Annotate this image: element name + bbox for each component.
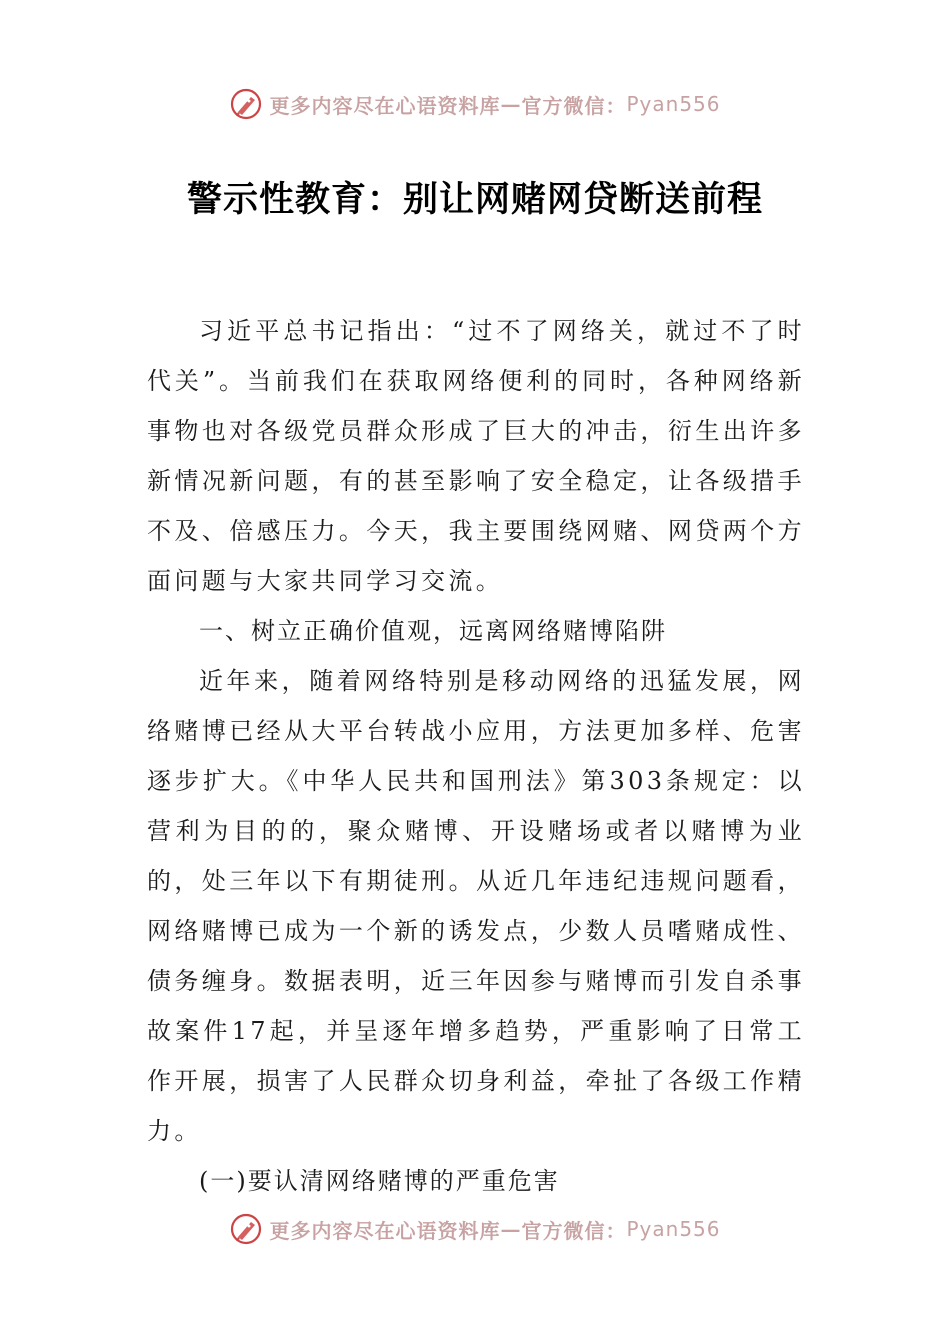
header-watermark bbox=[0, 84, 950, 124]
watermark-site-text: 更多内容尽在心语资料库 bbox=[269, 1218, 501, 1243]
paragraph-gambling: 近年来，随着网络特别是移动网络的迅猛发展，网络赌博已经从大平台转战小应用，方法更加多样、危害逐步扩大。《中华人民共和国刑法》第303条规定：以营利为目的的，聚众赌博、开设赌场或者以赌博为业的，处三年以下有期徒刑。从近几年违纪违规问题看，网络赌博已成为一个新的诱发点，少数人员嗜赌成性、债务缠身。数据表明，近三年因参与赌博而引发自杀事故案件17起，并呈逐年增多趋势，严重影响了日常工作开展，损害了人民群众切身利益，牵扯了各级工作精力。 bbox=[147, 667, 805, 1145]
footer-watermark bbox=[0, 1209, 950, 1249]
watermark-site-text: 更多内容尽在心语资料库 bbox=[269, 93, 501, 118]
paragraph-intro: 习近平总书记指出：“过不了网络关，就过不了时代关”。当前我们在获取网络便利的同时，各种网络新事物也对各级党员群众形成了巨大的冲击，衍生出许多新情况新问题，有的甚至影响了安全稳定，让各级措手不及、倍感压力。今天，我主要围绕网赌、网贷两个方面问题与大家共同学习交流。 bbox=[147, 317, 805, 595]
watermark-wechat-label: 官方微信： bbox=[521, 1218, 627, 1243]
watermark-dash: — bbox=[500, 1217, 522, 1241]
document-title: 警示性教育：别让网赌网贷断送前程 bbox=[186, 180, 763, 220]
document-body bbox=[147, 306, 805, 1206]
pen-nib-logo-icon bbox=[229, 87, 263, 121]
watermark-dash: — bbox=[500, 92, 522, 116]
subsection-heading-1: (一)要认清网络赌博的严重危害 bbox=[199, 1167, 560, 1195]
watermark-wechat-id: Pyan556 bbox=[626, 92, 721, 116]
pen-nib-logo-icon bbox=[229, 1212, 263, 1246]
watermark-wechat-id: Pyan556 bbox=[626, 1217, 721, 1241]
watermark-wechat-label: 官方微信： bbox=[521, 93, 627, 118]
section-heading-1: 一、树立正确价值观，远离网络赌博陷阱 bbox=[199, 617, 667, 645]
